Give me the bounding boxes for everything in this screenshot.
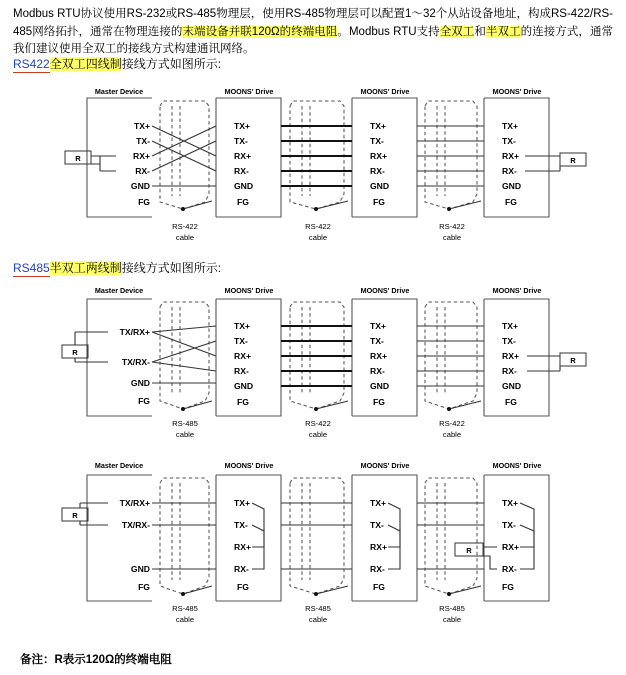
pin-label-drive1-fg: FG — [237, 582, 249, 592]
pin-label-drive2-tx-plus: TX+ — [370, 498, 386, 508]
cable-label-1-line2: cable — [175, 233, 195, 242]
cable-shield-3 — [425, 478, 477, 594]
section-heading-rs422-hl1: 全双工 — [49, 57, 86, 71]
pin-label-master-fg: FG — [138, 197, 150, 207]
pin-label-drive3-gnd: GND — [502, 381, 522, 391]
device-title-drive-2: MOONS' Drive — [360, 286, 410, 295]
cable-label-2-line1: RS-485 — [305, 604, 331, 613]
footnote-resistor-note: 备注：R表示120Ω的终端电阻 — [20, 654, 172, 666]
fg-shield-connector-3 — [447, 201, 481, 211]
pin-label-master-tx-plus: TX+ — [134, 121, 150, 131]
pin-label-drive2-tx-plus: TX+ — [370, 121, 386, 131]
pin-label-drive1-tx-plus: TX+ — [234, 498, 250, 508]
wiring-crossover-segment-1 — [152, 326, 216, 383]
wiring-bus-segment-3 — [417, 126, 484, 186]
pin-label-drive3-rx-plus: RX+ — [502, 351, 519, 361]
pin-label-drive3-fg: FG — [505, 397, 517, 407]
pin-label-master-rx-plus: RX+ — [133, 151, 150, 161]
cable-label-1-line1: RS-422 — [172, 222, 198, 231]
cable-label-3-line2: cable — [442, 615, 462, 624]
fg-shield-connector-1 — [181, 586, 212, 596]
pin-label-drive2-rx-minus: RX- — [370, 366, 385, 376]
pin-label-drive3-tx-plus: TX+ — [502, 498, 518, 508]
pin-label-drive2-rx-plus: RX+ — [370, 542, 387, 552]
resistor-label-drive3: R — [570, 356, 576, 365]
fg-shield-connector-1 — [181, 401, 212, 411]
pin-label-drive1-gnd: GND — [234, 381, 254, 391]
pin-label-drive3-fg: FG — [505, 197, 517, 207]
intro-text-part2: 。Modbus RTU支持 — [337, 25, 440, 38]
device-title-master: Master Device — [94, 87, 144, 96]
pin-label-drive1-rx-minus: RX- — [234, 166, 249, 176]
pin-label-master-gnd: GND — [130, 378, 150, 388]
cable-shield-2 — [290, 478, 344, 594]
cable-label-3-line2: cable — [442, 430, 462, 439]
terminating-resistor-drive3 — [527, 353, 586, 371]
pin-label-drive1-rx-plus: RX+ — [234, 151, 251, 161]
device-title-drive-1: MOONS' Drive — [224, 87, 274, 96]
pin-label-drive2-rx-plus: RX+ — [370, 151, 387, 161]
pin-label-drive3-tx-minus: TX- — [502, 520, 516, 530]
pin-label-master-tx-minus: TX- — [136, 136, 150, 146]
fg-shield-connector-2 — [314, 586, 348, 596]
pin-label-drive2-fg: FG — [373, 582, 385, 592]
pin-label-master-gnd: GND — [130, 564, 150, 574]
device-title-drive-3: MOONS' Drive — [492, 461, 542, 470]
jumper-drive2 — [388, 503, 400, 569]
pin-label-drive1-gnd: GND — [234, 181, 254, 191]
section-heading-rs422-hl2: 四线制 — [85, 57, 122, 71]
fg-shield-connector-2 — [314, 201, 348, 211]
diagram-rs422-full-duplex — [0, 84, 626, 250]
device-title-drive-3: MOONS' Drive — [492, 87, 542, 96]
cable-label-2-line2: cable — [308, 615, 328, 624]
wiring-bus-segment-3 — [417, 503, 484, 569]
section-heading-rs485 — [13, 259, 221, 276]
resistor-label-master: R — [72, 511, 78, 520]
pin-label-drive2-tx-minus: TX- — [370, 520, 384, 530]
device-title-master: Master Device — [94, 286, 144, 295]
intro-text-part4: 的连接方式，通常我们建议使用全双工的接线方式构建通讯网络。 — [13, 25, 614, 55]
resistor-label-master: R — [72, 348, 78, 357]
device-title-drive-1: MOONS' Drive — [224, 286, 274, 295]
section-heading-rs422-suffix: 接线方式如图所示: — [121, 57, 222, 71]
diagram-rs485-half-duplex-a — [0, 283, 626, 439]
pin-label-drive2-tx-minus: TX- — [370, 336, 384, 346]
cable-label-3-line1: RS-422 — [439, 419, 465, 428]
pin-label-drive1-rx-plus: RX+ — [234, 351, 251, 361]
pin-label-drive3-tx-minus: TX- — [502, 136, 516, 146]
device-title-drive-2: MOONS' Drive — [360, 461, 410, 470]
cable-label-3-line1: RS-422 — [439, 222, 465, 231]
pin-label-drive3-rx-minus: RX- — [502, 366, 517, 376]
pin-label-master-txrx-minus: TX/RX- — [121, 520, 150, 530]
pin-label-drive1-tx-plus: TX+ — [234, 121, 250, 131]
device-box-drive-3 — [484, 475, 549, 601]
wiring-bus-segment-3 — [417, 326, 484, 386]
pin-label-drive1-rx-plus: RX+ — [234, 542, 251, 552]
intro-paragraph — [13, 6, 613, 59]
pin-label-master-fg: FG — [138, 396, 150, 406]
wiring-bus-segment-2 — [281, 326, 352, 386]
wiring-bus-segment-2 — [281, 126, 352, 186]
cable-label-3-line2: cable — [442, 233, 462, 242]
wiring-crossover-segment-1 — [152, 126, 216, 186]
pin-label-drive2-rx-minus: RX- — [370, 564, 385, 574]
pin-label-drive1-tx-minus: TX- — [234, 520, 248, 530]
wiring-bus-segment-1 — [152, 503, 216, 569]
section-heading-rs485-suffix: 接线方式如图所示: — [121, 261, 222, 275]
pin-label-drive3-rx-plus: RX+ — [502, 151, 519, 161]
cable-label-2-line1: RS-422 — [305, 419, 331, 428]
fg-shield-connector-3 — [447, 586, 481, 596]
fg-shield-connector-2 — [314, 401, 348, 411]
cable-label-1-line1: RS-485 — [172, 604, 198, 613]
pin-label-drive2-gnd: GND — [370, 181, 390, 191]
terminating-resistor-master — [62, 503, 108, 525]
pin-label-drive1-tx-minus: TX- — [234, 136, 248, 146]
pin-label-drive2-rx-plus: RX+ — [370, 351, 387, 361]
section-heading-rs485-hl2: 两线制 — [85, 261, 122, 275]
cable-shield-3 — [425, 101, 477, 209]
pin-label-drive3-gnd: GND — [502, 181, 522, 191]
intro-highlight-3: 半双工 — [485, 25, 521, 38]
section-heading-rs422-prefix: RS422 — [13, 57, 50, 71]
pin-label-drive2-rx-minus: RX- — [370, 166, 385, 176]
pin-label-drive1-rx-minus: RX- — [234, 366, 249, 376]
cable-shield-1 — [160, 302, 209, 409]
section-heading-rs485-prefix: RS485 — [13, 261, 50, 275]
jumper-drive3 — [520, 503, 534, 569]
terminating-resistor-master — [65, 151, 116, 171]
pin-label-drive3-rx-minus: RX- — [502, 166, 517, 176]
intro-text-part1: Modbus RTU协议使用RS-232或RS-485物理层，使用RS-485物理层可以配置1～32个从站设备地址，构成RS-422/RS-485网络拓扑，通常在物理连接的 — [13, 8, 613, 38]
cable-label-3-line1: RS-485 — [439, 604, 465, 613]
pin-label-drive3-fg: FG — [502, 582, 514, 592]
pin-label-master-txrx-plus: TX/RX+ — [119, 327, 150, 337]
intro-highlight-2: 全双工 — [439, 25, 475, 38]
cable-label-2-line2: cable — [308, 430, 328, 439]
pin-label-drive2-tx-minus: TX- — [370, 136, 384, 146]
pin-label-drive2-fg: FG — [373, 197, 385, 207]
pin-label-drive3-tx-minus: TX- — [502, 336, 516, 346]
device-title-drive-2: MOONS' Drive — [360, 87, 410, 96]
cable-label-2-line2: cable — [308, 233, 328, 242]
cable-label-1-line1: RS-485 — [172, 419, 198, 428]
cable-shield-1 — [160, 101, 209, 209]
intro-text-part3: 和 — [474, 25, 486, 38]
terminating-resistor-drive3 — [525, 153, 586, 171]
resistor-label-master: R — [75, 154, 81, 163]
cable-label-1-line2: cable — [175, 430, 195, 439]
cable-shield-1 — [160, 478, 209, 594]
fg-shield-connector-3 — [447, 401, 481, 411]
pin-label-drive3-rx-minus: RX- — [502, 564, 517, 574]
device-title-drive-3: MOONS' Drive — [492, 286, 542, 295]
pin-label-master-fg: FG — [138, 582, 150, 592]
pin-label-drive2-fg: FG — [373, 397, 385, 407]
section-heading-rs485-hl1: 半双工 — [49, 261, 86, 275]
cable-label-1-line2: cable — [175, 615, 195, 624]
device-title-master: Master Device — [94, 461, 144, 470]
pin-label-master-rx-minus: RX- — [135, 166, 150, 176]
device-title-drive-1: MOONS' Drive — [224, 461, 274, 470]
terminating-resistor-drive3 — [455, 543, 497, 569]
intro-highlight-1: 末端设备并联120Ω的终端电阻 — [182, 25, 338, 38]
pin-label-drive1-tx-plus: TX+ — [234, 321, 250, 331]
pin-label-master-gnd: GND — [130, 181, 150, 191]
section-heading-rs422 — [13, 55, 221, 72]
pin-label-drive1-fg: FG — [237, 197, 249, 207]
pin-label-drive3-tx-plus: TX+ — [502, 321, 518, 331]
pin-label-drive3-rx-plus: RX+ — [502, 542, 519, 552]
pin-label-drive1-rx-minus: RX- — [234, 564, 249, 574]
pin-label-drive1-fg: FG — [237, 397, 249, 407]
pin-label-master-txrx-plus: TX/RX+ — [119, 498, 150, 508]
fg-shield-connector-1 — [181, 201, 212, 211]
pin-label-drive1-tx-minus: TX- — [234, 336, 248, 346]
pin-label-master-txrx-minus: TX/RX- — [121, 357, 150, 367]
resistor-label-drive3: R — [466, 546, 472, 555]
pin-label-drive2-tx-plus: TX+ — [370, 321, 386, 331]
pin-label-drive2-gnd: GND — [370, 381, 390, 391]
diagram-rs485-half-duplex-b — [0, 452, 626, 632]
resistor-label-drive3: R — [570, 156, 576, 165]
jumper-drive1 — [252, 503, 264, 569]
cable-label-2-line1: RS-422 — [305, 222, 331, 231]
wiring-bus-segment-2 — [281, 503, 352, 569]
pin-label-drive3-tx-plus: TX+ — [502, 121, 518, 131]
terminating-resistor-master — [62, 332, 108, 362]
